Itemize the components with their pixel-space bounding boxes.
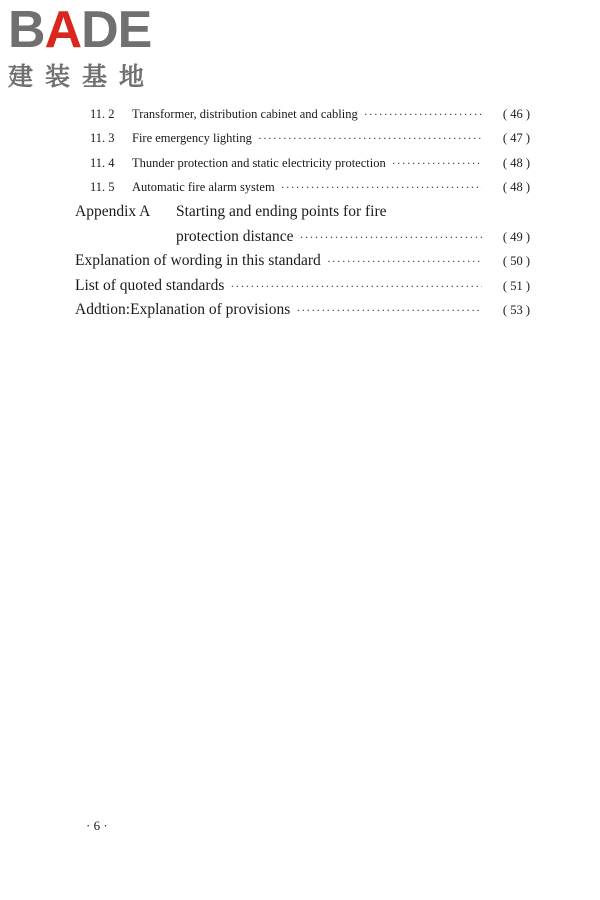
toc-entry-title: Thunder protection and static electricity protection (132, 156, 386, 170)
dot-leader (296, 303, 482, 318)
toc-entry[interactable] (90, 156, 530, 171)
dot-leader (230, 279, 482, 294)
dot-leader (281, 180, 482, 195)
toc-entry[interactable] (75, 277, 530, 295)
dot-leader (300, 230, 483, 245)
toc-entry-number: 11. 2 (90, 107, 115, 121)
dot-leader (258, 131, 482, 146)
toc-entry-title: Explanation of wording in this standard (75, 252, 321, 269)
toc-entry-title: Fire emergency lighting (132, 131, 252, 145)
toc-entry-number: 11. 3 (90, 131, 115, 145)
toc-entry-page: ( 47 ) (502, 131, 530, 145)
toc-entry-page: ( 51 ) (502, 279, 530, 293)
toc-entry-appendix-a[interactable] (75, 203, 530, 221)
toc-entry-title: Transformer, distribution cabinet and cabling (132, 107, 358, 121)
toc-entry-title: List of quoted standards (75, 277, 225, 294)
toc-entry-title: Addtion:Explanation of provisions (75, 301, 291, 318)
toc-entry-page: ( 48 ) (502, 156, 530, 170)
dot-leader (327, 254, 482, 269)
toc-entry-page: ( 48 ) (502, 180, 530, 194)
toc-entry[interactable] (90, 107, 530, 122)
toc-entry-title: Starting and ending points for fire (176, 203, 387, 220)
toc-entry-page: ( 50 ) (502, 254, 530, 268)
toc-entry-prefix: Appendix A (75, 203, 151, 220)
logo-wordmark: BADE (8, 1, 152, 59)
toc-entry-title: Automatic fire alarm system (132, 180, 275, 194)
logo-chinese-text: 建装基地 (8, 62, 157, 91)
toc-entry-number: 11. 4 (90, 156, 115, 170)
dot-leader (364, 107, 482, 122)
toc-entry-number: 11. 5 (90, 180, 115, 194)
toc-entry[interactable] (75, 252, 530, 270)
toc-entry-appendix-a-continued[interactable] (176, 228, 530, 246)
toc-entry-page: ( 49 ) (502, 230, 530, 244)
toc-entry[interactable] (90, 180, 530, 195)
toc-entry-page: ( 46 ) (502, 107, 530, 121)
toc-entry[interactable] (90, 131, 530, 146)
toc-entry[interactable] (75, 301, 530, 319)
bade-logo (8, 1, 178, 96)
toc-entry-title: protection distance (176, 228, 294, 245)
page-number: · 6 · (86, 818, 108, 833)
toc-entry-page: ( 53 ) (502, 303, 530, 317)
dot-leader (392, 156, 482, 171)
